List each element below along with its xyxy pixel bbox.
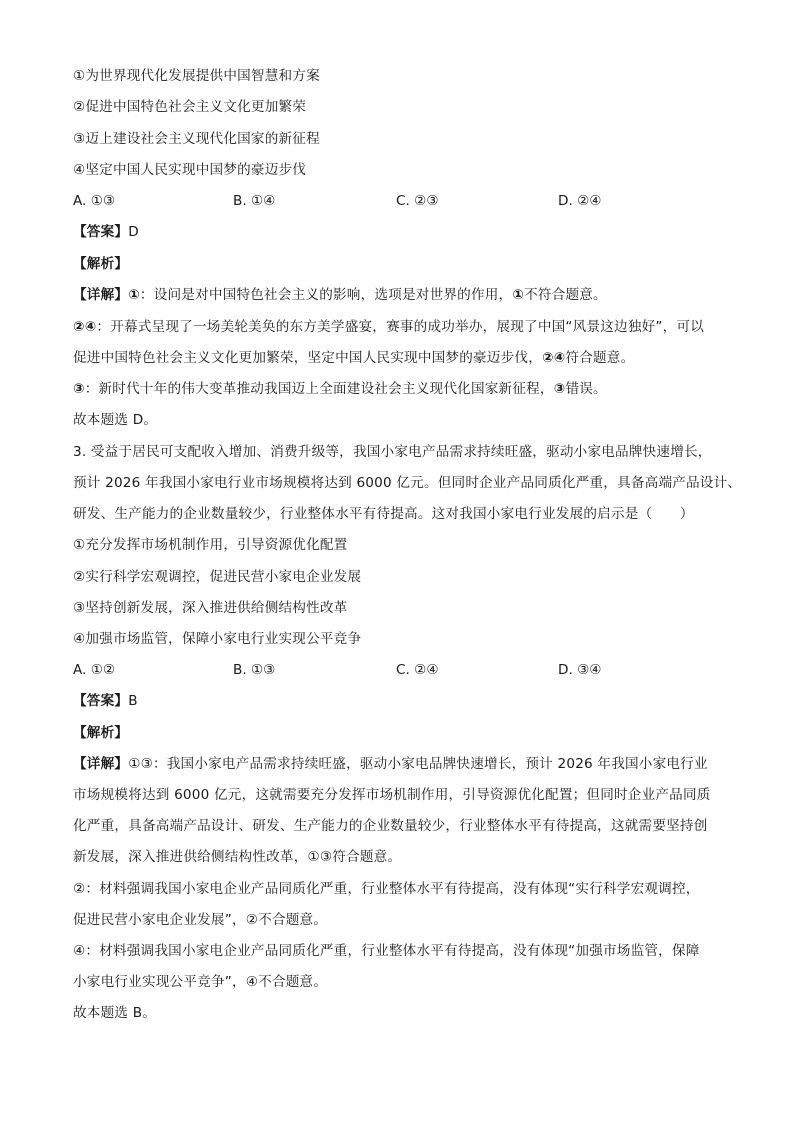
choice-c: C. ②③ bbox=[396, 193, 439, 209]
detail-text: ：开幕式呈现了一场美轮美奂的东方美学盛宴，赛事的成功举办，展现了中国“风景这边独好”，可以 bbox=[96, 319, 705, 335]
detail-line: ②：材料强调我国小家电企业产品同质化严重，行业整体水平有待提高，没有体现“实行科学宏观调控， bbox=[73, 881, 700, 897]
conclusion: 故本题选 B。 bbox=[73, 1005, 157, 1021]
detail-marker: ②④ bbox=[73, 319, 97, 335]
detail-line bbox=[73, 286, 607, 304]
conclusion: 故本题选 D。 bbox=[73, 412, 158, 428]
detail-line bbox=[73, 349, 634, 367]
detail-line: 新发展，深入推进供给侧结构性改革，①③符合题意。 bbox=[73, 849, 402, 865]
detail-marker: ① bbox=[128, 287, 140, 303]
question-stem: 预计 2026 年我国小家电行业市场规模将达到 6000 亿元。但同时企业产品同质化严重，具备高端产品设计、 bbox=[73, 475, 742, 491]
choice-d: D. ②④ bbox=[558, 193, 602, 209]
choice-a: A. ①③ bbox=[73, 193, 116, 209]
detail-text: ①③：我国小家电产品需求持续旺盛，驱动小家电品牌快速增长，预计 2026 年我国小家电行业 bbox=[128, 756, 708, 772]
choice-b: B. ①④ bbox=[233, 193, 276, 209]
detail-marker: ③ bbox=[73, 381, 85, 397]
detail-label: 【详解】 bbox=[73, 287, 129, 303]
detail-text: 错误。 bbox=[565, 381, 607, 397]
detail-text: ：新时代十年的伟大变革推动我国迈上全面建设社会主义现代化国家新征程， bbox=[84, 381, 554, 397]
option-item: ②实行科学宏观调控，促进民营小家电企业发展 bbox=[73, 569, 362, 585]
answer-value: D bbox=[128, 224, 139, 240]
option-item: ②促进中国特色社会主义文化更加繁荣 bbox=[73, 99, 307, 115]
choice-a: A. ①② bbox=[73, 662, 116, 678]
detail-text: 促进中国特色社会主义文化更加繁荣，坚定中国人民实现中国梦的豪迈步伐， bbox=[73, 350, 542, 366]
detail-line bbox=[73, 318, 704, 336]
choice-row bbox=[73, 661, 733, 679]
option-item: ③坚持创新发展，深入推进供给侧结构性改革 bbox=[73, 600, 348, 616]
question-stem: 3. 受益于居民可支配收入增加、消费升级等，我国小家电产品需求持续旺盛，驱动小家电品牌快速增长， bbox=[73, 444, 712, 460]
choice-row bbox=[73, 192, 733, 210]
detail-line: ④：材料强调我国小家电企业产品同质化严重，行业整体水平有待提高，没有体现“加强市场监管，保障 bbox=[73, 943, 700, 959]
option-item: ①为世界现代化发展提供中国智慧和方案 bbox=[73, 68, 320, 84]
answer-label: 【答案】 bbox=[73, 693, 129, 709]
choice-b: B. ①③ bbox=[233, 662, 276, 678]
answer-value: B bbox=[128, 693, 138, 709]
answer-line bbox=[73, 223, 139, 241]
answer-line bbox=[73, 692, 138, 710]
option-item: ①充分发挥市场机制作用，引导资源优化配置 bbox=[73, 537, 348, 553]
option-item: ④坚定中国人民实现中国梦的豪迈步伐 bbox=[73, 162, 307, 178]
option-item: ④加强市场监管，保障小家电行业实现公平竞争 bbox=[73, 631, 362, 647]
option-item: ③迈上建设社会主义现代化国家的新征程 bbox=[73, 131, 320, 147]
detail-marker: ②④ bbox=[542, 350, 566, 366]
detail-marker: ③ bbox=[553, 381, 566, 397]
detail-line bbox=[73, 755, 708, 773]
detail-text: ：设问是对中国特色社会主义的影响，选项是对世界的作用， bbox=[139, 287, 513, 303]
detail-line: 化严重，具备高端产品设计、研发、生产能力的企业数量较少，行业整体水平有待提高，这就需要坚持创 bbox=[73, 818, 708, 834]
analysis-label: 【解析】 bbox=[73, 256, 129, 272]
detail-line: 市场规模将达到 6000 亿元，这就需要充分发挥市场机制作用，引导资源优化配置；但同时企业产品同质 bbox=[73, 787, 711, 803]
detail-line bbox=[73, 380, 607, 398]
choice-d: D. ③④ bbox=[558, 662, 602, 678]
detail-marker: ① bbox=[512, 287, 525, 303]
question-stem: 研发、生产能力的企业数量较少，行业整体水平有待提高。这对我国小家电行业发展的启示是（ ） bbox=[73, 506, 694, 522]
detail-text: 符合题意。 bbox=[565, 350, 635, 366]
choice-c: C. ②④ bbox=[396, 662, 439, 678]
detail-label: 【详解】 bbox=[73, 756, 129, 772]
detail-text: 不符合题意。 bbox=[524, 287, 607, 303]
detail-line: 小家电行业实现公平竞争”，④不合题意。 bbox=[73, 974, 328, 990]
detail-line: 促进民营小家电企业发展”，②不合题意。 bbox=[73, 912, 328, 928]
answer-label: 【答案】 bbox=[73, 224, 129, 240]
analysis-label: 【解析】 bbox=[73, 725, 129, 741]
